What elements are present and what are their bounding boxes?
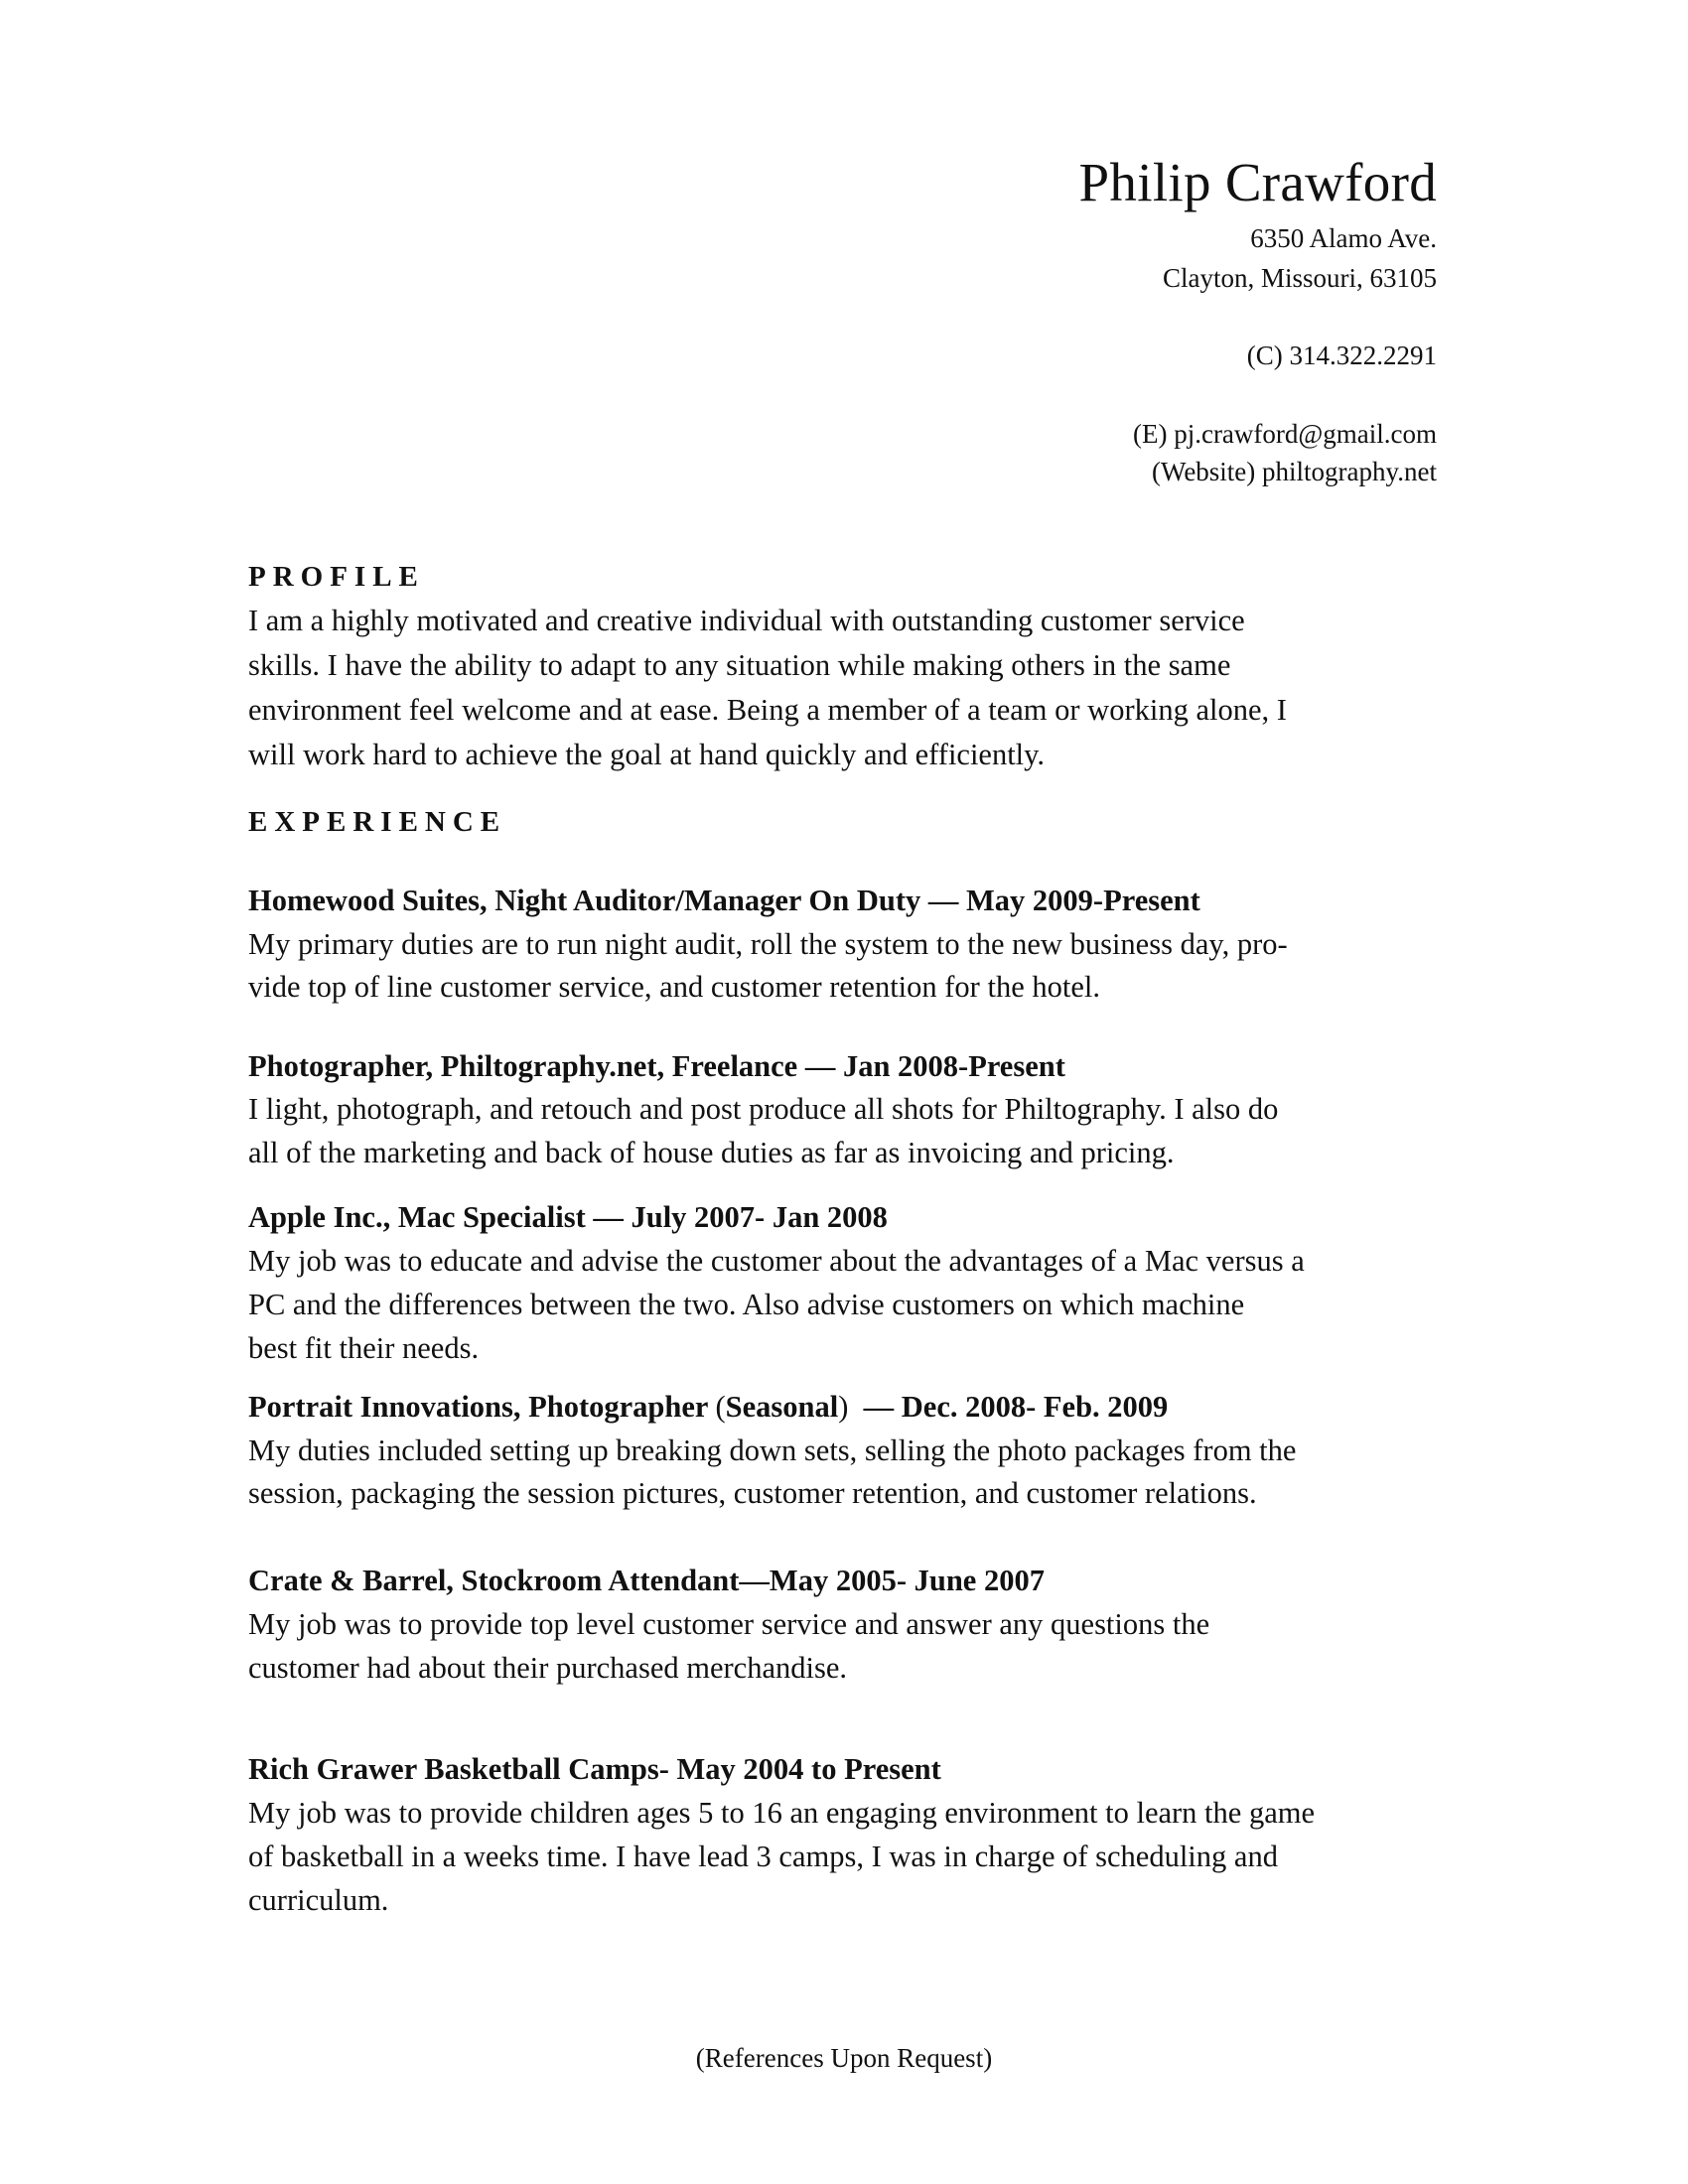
section-title-profile: PROFILE: [248, 561, 425, 593]
applicant-name: Philip Crawford: [1078, 152, 1437, 212]
job-description-line: My job was to educate and advise the customer about the advantages of a Mac versus a: [248, 1244, 1305, 1278]
job-description-line: vide top of line customer service, and customer retention for the hotel.: [248, 970, 1100, 1004]
job-description-line: My job was to provide children ages 5 to 16 an engaging environment to learn the game: [248, 1796, 1315, 1830]
address-line-2: Clayton, Missouri, 63105: [1162, 263, 1437, 293]
address-line-1: 6350 Alamo Ave.: [1250, 223, 1437, 253]
website: (Website) philtography.net: [1152, 457, 1437, 486]
profile-line: will work hard to achieve the goal at hand quickly and efficiently.: [248, 738, 1046, 771]
job-heading-apple: Apple Inc., Mac Specialist — July 2007- Jan 2008: [248, 1200, 888, 1234]
job-description-line: of basketball in a weeks time. I have lead 3 camps, I was in charge of scheduling and: [248, 1840, 1278, 1873]
job-description-line: I light, photograph, and retouch and post produce all shots for Philtography. I also do: [248, 1092, 1279, 1126]
job-heading-portrait-innovations: [248, 1390, 1168, 1425]
heading-paren-close: ): [838, 1390, 849, 1424]
heading-part: — Dec. 2008- Feb. 2009: [848, 1390, 1169, 1424]
job-description-line: My duties included setting up breaking down sets, selling the photo packages from the: [248, 1433, 1297, 1467]
references-note: (References Upon Request): [695, 2043, 993, 2073]
job-description-line: My primary duties are to run night audit, roll the system to the new business day, pro-: [248, 927, 1288, 961]
heading-part: Seasonal: [725, 1390, 839, 1424]
email-address: (E) pj.crawford@gmail.com: [1132, 419, 1437, 449]
job-heading-homewood: Homewood Suites, Night Auditor/Manager On Duty — May 2009-Present: [248, 884, 1200, 917]
job-description-line: customer had about their purchased merchandise.: [248, 1651, 848, 1685]
job-description-line: all of the marketing and back of house duties as far as invoicing and pricing.: [248, 1136, 1175, 1169]
heading-paren-open: (: [715, 1390, 726, 1424]
job-heading-philtography: Photographer, Philtography.net, Freelance — Jan 2008-Present: [248, 1049, 1065, 1083]
job-description-line: best fit their needs.: [248, 1331, 480, 1365]
job-heading-crate-barrel: Crate & Barrel, Stockroom Attendant—May 2005- June 2007: [248, 1564, 1045, 1597]
job-heading-rich-grawer: Rich Grawer Basketball Camps- May 2004 to Present: [248, 1752, 941, 1786]
section-title-experience: EXPERIENCE: [248, 806, 507, 838]
profile-line: environment feel welcome and at ease. Being a member of a team or working alone, I: [248, 693, 1287, 727]
job-description-line: PC and the differences between the two. Also advise customers on which machine: [248, 1288, 1245, 1321]
job-description-line: My job was to provide top level customer service and answer any questions the: [248, 1607, 1210, 1641]
job-description-line: curriculum.: [248, 1883, 389, 1917]
job-description-line: session, packaging the session pictures, customer retention, and customer relations.: [248, 1476, 1257, 1510]
profile-line: I am a highly motivated and creative individual with outstanding customer service: [248, 604, 1245, 637]
phone-number: (C) 314.322.2291: [1246, 341, 1437, 370]
heading-part: Portrait Innovations, Photographer: [248, 1390, 716, 1424]
profile-line: skills. I have the ability to adapt to any situation while making others in the same: [248, 648, 1231, 682]
